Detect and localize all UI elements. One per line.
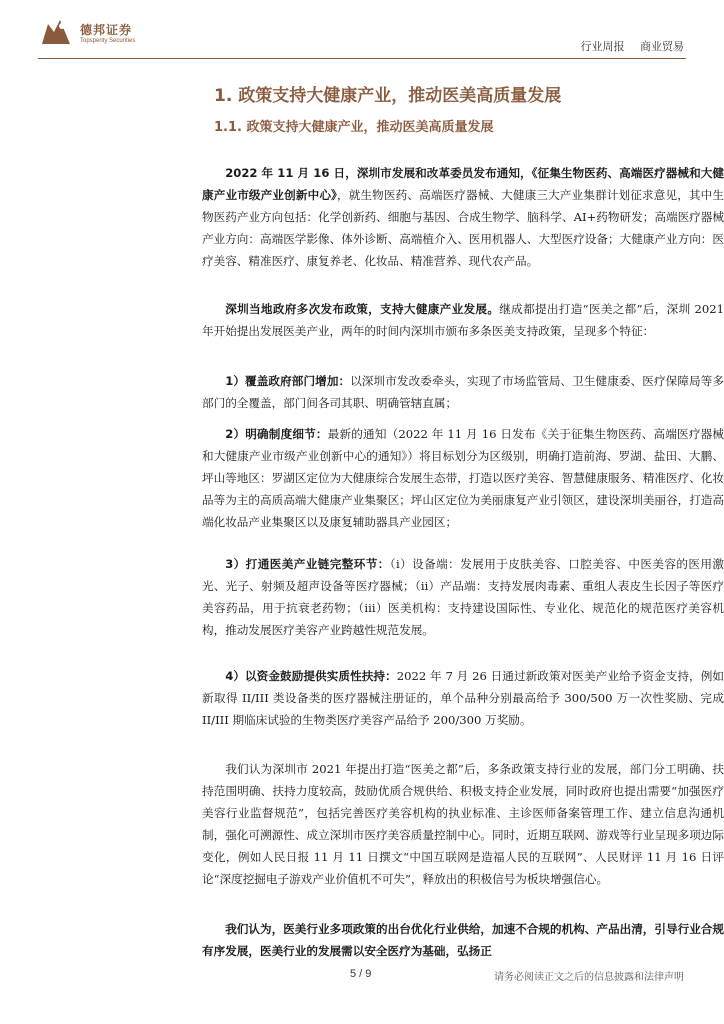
document-body bbox=[38, 84, 686, 138]
paragraph-2-body: 继成都提出打造“医美之都”后，深圳 2021 年开始提出发展医美产业，两年的时间内深圳市颁布多条医美支持政策，呈现多个特征： bbox=[202, 301, 724, 338]
paragraph-5-lead: 3）打通医美产业链完整环节： bbox=[225, 556, 390, 571]
brand-name-en: Topsperity Securities bbox=[80, 37, 136, 44]
brand-name-cn: 德邦证券 bbox=[80, 22, 133, 37]
disclaimer-note: 请务必阅读正文之后的信息披露和法律声明 bbox=[494, 972, 684, 983]
page-header bbox=[0, 0, 724, 62]
paragraph-6-body: 2022 年 7 月 26 日通过新政策对医美产业给予资金支持，例如新取得 II/III 类设备类的医疗器械注册证的，单个品种分别最高给予 300/500 万一次性奖励、完成 II/III 期临床试验的生物类医疗美容产品给予 200/300 万奖励。 bbox=[202, 668, 724, 727]
page-number: 5 / 9 bbox=[350, 968, 372, 980]
paragraph-8 bbox=[202, 918, 724, 962]
paragraph-7 bbox=[202, 758, 724, 890]
paragraph-5 bbox=[202, 553, 724, 641]
paragraph-5-body: （i）设备端：发展用于皮肤美容、口腔美容、中医美容的医用激光、光子、射频及超声设备等医疗器械；（ii）产品端：支持发展肉毒素、重组人表皮生长因子等医疗美容药品，用于抗衰老药物；（iii）医美机构：支持建设国际性、专业化、规范化的规范医疗美容机构，推动发展医疗美容产业跨越性规范发展。 bbox=[202, 556, 724, 637]
paragraph-1 bbox=[202, 162, 724, 272]
brand-logo bbox=[38, 14, 135, 50]
header-divider bbox=[38, 58, 686, 59]
paragraph-4 bbox=[202, 423, 724, 533]
paragraph-4-lead: 2）明确制度细节： bbox=[225, 426, 328, 441]
report-tags bbox=[569, 38, 685, 54]
paragraph-7-body: 我们认为深圳市 2021 年提出打造“医美之都”后，多条政策支持行业的发展，部门分工明确、扶持范围明确、扶持力度较高，鼓励优质合规供给、积极支持企业发展，同时政府也提出需要“加强医疗美容行业监督规范”，包括完善医疗美容机构的执业标准、主诊医师备案管理工作、建立信息沟通机制，强化可溯源性、成立深圳市医疗美容质量控制中心。同时，近期互联网、游戏等行业呈现多项边际变化，例如人民日报 11 月 11 日撰文“中国互联网是造福人民的互联网”、人民财评 11 月 16 日评论“深度挖掘电子游戏产业价值机不可失”，释放出的积极信号为板块增强信心。 bbox=[202, 761, 724, 886]
report-type-tag: 行业周报 bbox=[580, 40, 625, 53]
paragraph-2 bbox=[202, 298, 724, 342]
section-heading: 1. 政策支持大健康产业，推动医美高质量发展 bbox=[214, 86, 562, 106]
paragraph-3-lead: 1）覆盖政府部门增加： bbox=[225, 373, 351, 388]
paragraph-6 bbox=[202, 665, 724, 731]
paragraph-6-lead: 4）以资金鼓励提供实质性扶持： bbox=[225, 668, 397, 683]
brand-logo-icon bbox=[38, 14, 74, 50]
paragraph-8-lead: 我们认为，医美行业多项政策的出台优化行业供给，加速不合规的机构、产品出清，引导行业合规有序发展，医美行业的发展需以安全医疗为基础，弘扬正 bbox=[202, 921, 724, 958]
paragraph-1-body: ，就生物医药、高端医疗器械、大健康三大产业集群计划征求意见，其中生物医药产业方向包括：化学创新药、细胞与基因、合成生物学、脑科学、AI+药物研发；高端医疗器械产业方向：高端医学影像、体外诊断、高端植介入、医用机器人、大型医疗设备；大健康产业方向：医疗美容、精准医疗、康复养老、化妆品、精准营养、现代农产品。 bbox=[202, 187, 724, 268]
paragraph-3 bbox=[202, 370, 724, 414]
paragraph-1-lead: 2022 年 11 月 16 日，深圳市发展和改革委员发布通知，《征集生物医药、高端医疗器械和大健康产业市级产业创新中心》 bbox=[202, 165, 724, 202]
paragraph-3-body: 以深圳市发改委牵头，实现了市场监管局、卫生健康委、医疗保障局等多部门的全覆盖，部门间各司其职、明确管辖直属； bbox=[202, 373, 724, 410]
paragraph-4-body: 最新的通知（2022 年 11 月 16 日发布《关于征集生物医药、高端医疗器械和大健康产业市级产业创新中心的通知》）将目标划分为区级别，明确打造前海、罗湖、盐田、大鹏、坪山等地区：罗湖区定位为大健康综合发展生态带，打造以医疗美容、智慧健康服务、精准医疗、化妆品等为主的高质高端大健康产业集聚区；坪山区定位为美丽康复产业引领区，建设深圳美丽谷，打造高端化妆品产业集聚区以及康复辅助器具产业园区； bbox=[202, 426, 724, 529]
subsection-heading: 1.1. 政策支持大健康产业，推动医美高质量发展 bbox=[214, 120, 494, 135]
sector-tag: 商业贸易 bbox=[640, 40, 684, 53]
paragraph-2-lead: 深圳当地政府多次发布政策，支持大健康产业发展。 bbox=[225, 301, 500, 316]
